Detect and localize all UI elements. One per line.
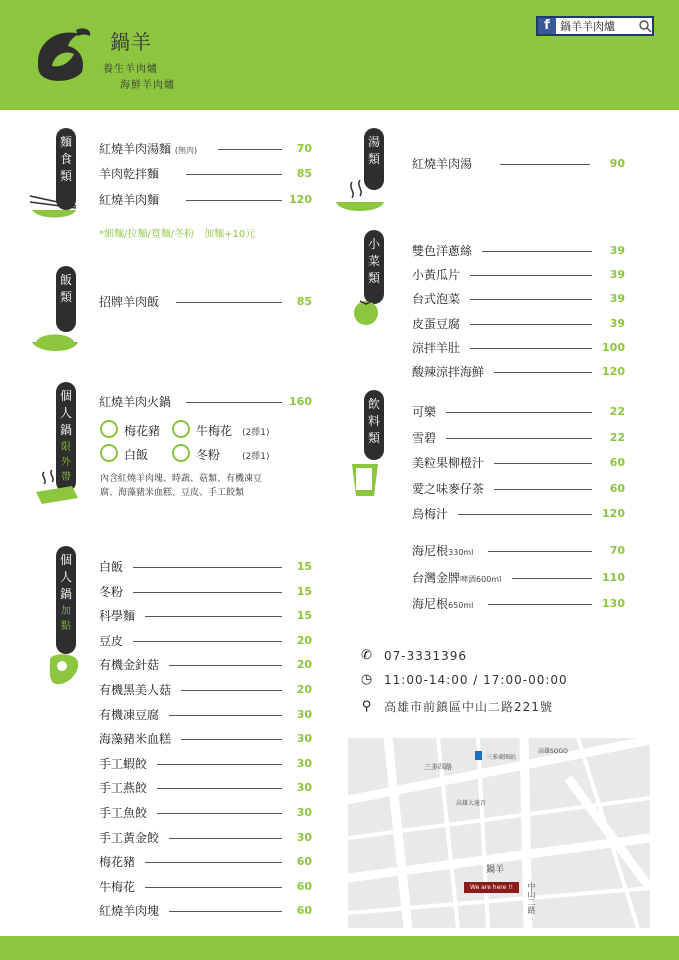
option-label: 白飯	[124, 448, 149, 462]
menu-item: 科學麵	[99, 609, 136, 624]
menu-item: 台式泡菜	[412, 292, 461, 307]
leader-line	[169, 838, 282, 839]
leader-line	[482, 251, 592, 252]
option-radio[interactable]	[172, 444, 190, 462]
phone-icon: ✆	[361, 648, 373, 663]
leader-line	[458, 514, 592, 515]
leader-line	[181, 690, 282, 691]
option-label: 冬粉	[196, 448, 221, 462]
item-price: 120	[602, 507, 625, 521]
item-price: 30	[296, 732, 312, 746]
menu-item: 紅燒羊肉火鍋	[99, 395, 172, 409]
hotpot-description: 內含紅燒羊肉塊、時蔬、菇類、有機凍豆 腐、海藻豬米血糕、豆皮、手工餃類	[100, 474, 263, 498]
item-price: 15	[296, 584, 312, 598]
item-price: 60	[296, 855, 312, 869]
menu-item: 白飯	[99, 560, 124, 574]
business-hours: 11:00-14:00 / 17:00-00:00	[384, 672, 568, 687]
leader-line	[470, 275, 592, 276]
menu-item: 豆皮	[99, 633, 124, 648]
leader-line	[157, 788, 282, 789]
item-price: 30	[296, 781, 312, 795]
leader-line	[446, 438, 592, 439]
tagline-1: 養生羊肉爐	[103, 64, 158, 75]
menu-item: 有機凍豆腐	[99, 707, 160, 722]
item-price: 20	[296, 633, 312, 647]
menu-item: 紅燒羊肉塊	[99, 904, 160, 919]
phone-row	[360, 648, 467, 663]
menu-item: 手工黃金餃	[99, 830, 160, 845]
facebook-icon: f	[538, 18, 556, 34]
hotpot-icon	[32, 468, 82, 508]
item-price: 30	[296, 707, 312, 721]
item-price: 70	[296, 142, 312, 155]
menu-item: 招牌羊肉飯	[99, 295, 160, 309]
leader-line	[494, 489, 592, 490]
leader-line	[186, 200, 282, 201]
menu-item: 皮蛋豆腐	[412, 316, 461, 331]
category-tab-rice: 飯 類	[56, 266, 76, 332]
option-label: 牛梅花	[196, 424, 233, 438]
menu-item: 可樂	[412, 405, 437, 419]
item-price: 60	[296, 904, 312, 918]
tomato-icon	[350, 296, 382, 326]
item-price: 15	[296, 560, 312, 573]
item-price: 39	[609, 316, 625, 330]
menu-item: 酸辣涼拌海鮮	[412, 365, 485, 379]
item-price: 20	[296, 683, 312, 696]
leader-line	[494, 463, 592, 464]
leader-line	[157, 764, 282, 765]
item-price: 30	[296, 756, 312, 770]
menu-item: 手工燕餃	[99, 781, 148, 796]
facebook-badge[interactable]	[536, 16, 654, 36]
item-price: 120	[602, 365, 625, 378]
menu-item: 梅花豬	[99, 855, 136, 870]
leader-line	[181, 739, 282, 740]
footer-banner	[0, 936, 679, 960]
item-price: 39	[609, 292, 625, 306]
leader-line	[133, 567, 282, 568]
category-tab-drinks: 飲 料 類	[364, 390, 384, 460]
menu-item: 海藻豬米血糕	[99, 732, 172, 747]
leader-line	[133, 592, 282, 593]
tagline-2: 海鮮羊肉爐	[120, 80, 175, 91]
leader-line	[512, 578, 592, 579]
item-price: 160	[289, 395, 312, 408]
item-price: 70	[609, 544, 625, 557]
item-price: 85	[296, 167, 312, 180]
menu-item: 手工蝦餃	[99, 756, 148, 771]
leader-line	[470, 348, 592, 349]
search-icon[interactable]	[638, 19, 652, 33]
brand-name: 鍋羊	[110, 30, 152, 54]
menu-item: 羊肉乾拌麵	[99, 167, 160, 181]
leader-line	[494, 372, 592, 373]
menu-item: 台灣金牌啤酒600ml	[412, 570, 502, 585]
meat-icon	[46, 650, 82, 690]
option-note: (2擇1)	[242, 428, 270, 438]
leader-line	[133, 641, 282, 642]
item-price: 110	[602, 570, 625, 584]
item-price: 85	[296, 295, 312, 308]
item-price: 22	[609, 430, 625, 444]
leader-line	[470, 299, 592, 300]
item-price: 20	[296, 658, 312, 672]
rice-bowl-icon	[30, 330, 80, 356]
leader-line	[169, 911, 282, 912]
menu-item: 紅燒羊肉麵	[99, 193, 160, 207]
menu-item: 美粒果柳橙汁	[412, 456, 485, 471]
menu-item: 有機金針菇	[99, 658, 160, 673]
phone-number[interactable]: 07-3331396	[384, 648, 468, 663]
leader-line	[470, 324, 592, 325]
menu-item: 烏梅汁	[412, 507, 449, 522]
leader-line	[145, 862, 282, 863]
menu-item: 雙色洋蔥絲	[412, 244, 473, 258]
item-price: 120	[289, 193, 312, 206]
location-pin-icon: ⚲	[361, 699, 373, 714]
menu-item: 冬粉	[99, 584, 124, 599]
we-are-here-marker[interactable]: We are here !!	[464, 882, 519, 893]
address-row	[360, 698, 553, 715]
leader-line	[169, 715, 282, 716]
category-tab-noodles: 麵 食 類	[56, 128, 76, 210]
map-roads	[348, 738, 650, 928]
item-price: 60	[296, 879, 312, 893]
leader-line	[186, 402, 282, 403]
item-price: 90	[609, 157, 625, 170]
address: 高雄市前鎮區中山二路221號	[384, 700, 553, 714]
leader-line	[186, 174, 282, 175]
category-tab-sides: 小 菜 類	[364, 230, 384, 304]
category-tab-hotpot: 個 人 鍋 限 外 帶	[56, 382, 76, 492]
option-radio[interactable]	[100, 420, 118, 438]
item-price: 15	[296, 609, 312, 623]
menu-item: 紅燒羊肉湯麵 (無肉)	[99, 142, 198, 156]
menu-item: 海尼根330ml	[412, 544, 474, 558]
leader-line	[145, 887, 282, 888]
menu-item: 手工魚餃	[99, 806, 148, 820]
location-map[interactable]: 三多四路 三多商圈站 高雄SOGO 高雄大遠百 中山二路 鍋羊 We are here !!	[348, 738, 650, 928]
leader-line	[145, 616, 282, 617]
facebook-page-name: 鍋羊羊肉爐	[560, 20, 615, 33]
item-price: 39	[609, 244, 625, 257]
noodle-bowl-icon	[28, 192, 80, 224]
option-radio[interactable]	[100, 444, 118, 462]
leader-line	[157, 813, 282, 814]
drink-cup-icon	[348, 456, 382, 498]
hours-row	[360, 672, 568, 687]
item-price: 30	[296, 806, 312, 819]
item-price: 60	[609, 456, 625, 470]
leader-line	[169, 665, 282, 666]
menu-item: 紅燒羊肉湯	[412, 157, 473, 171]
item-price: 30	[296, 830, 312, 844]
option-label: 梅花豬	[124, 424, 161, 438]
option-radio[interactable]	[172, 420, 190, 438]
leader-line	[488, 604, 592, 605]
item-price: 100	[602, 340, 625, 354]
leader-line	[176, 302, 282, 303]
menu-item: 有機黑美人菇	[99, 683, 172, 697]
item-price: 130	[602, 597, 625, 610]
leader-line	[446, 412, 592, 413]
logo-icon	[30, 22, 94, 86]
menu-item: 海尼根650ml	[412, 597, 474, 611]
clock-icon: ◷	[360, 672, 374, 687]
leader-line	[500, 164, 590, 165]
item-price: 22	[609, 405, 625, 418]
soup-bowl-icon	[334, 180, 386, 216]
item-price: 39	[609, 268, 625, 282]
category-tab-addons: 個 人 鍋 加 點	[56, 546, 76, 654]
leader-line	[488, 551, 592, 552]
noodle-note: *細麵/拉麵/寬麵/冬粉 加麵+10元	[99, 229, 256, 240]
menu-item: 愛之味麥仔茶	[412, 481, 485, 496]
menu-item: 雪碧	[412, 430, 437, 445]
item-price: 60	[609, 481, 625, 495]
menu-item: 小黃瓜片	[412, 268, 461, 283]
menu-item: 牛梅花	[99, 879, 136, 894]
menu-item: 涼拌羊肚	[412, 340, 461, 355]
category-tab-soup: 湯 類	[364, 128, 384, 190]
option-note: (2擇1)	[242, 452, 270, 462]
